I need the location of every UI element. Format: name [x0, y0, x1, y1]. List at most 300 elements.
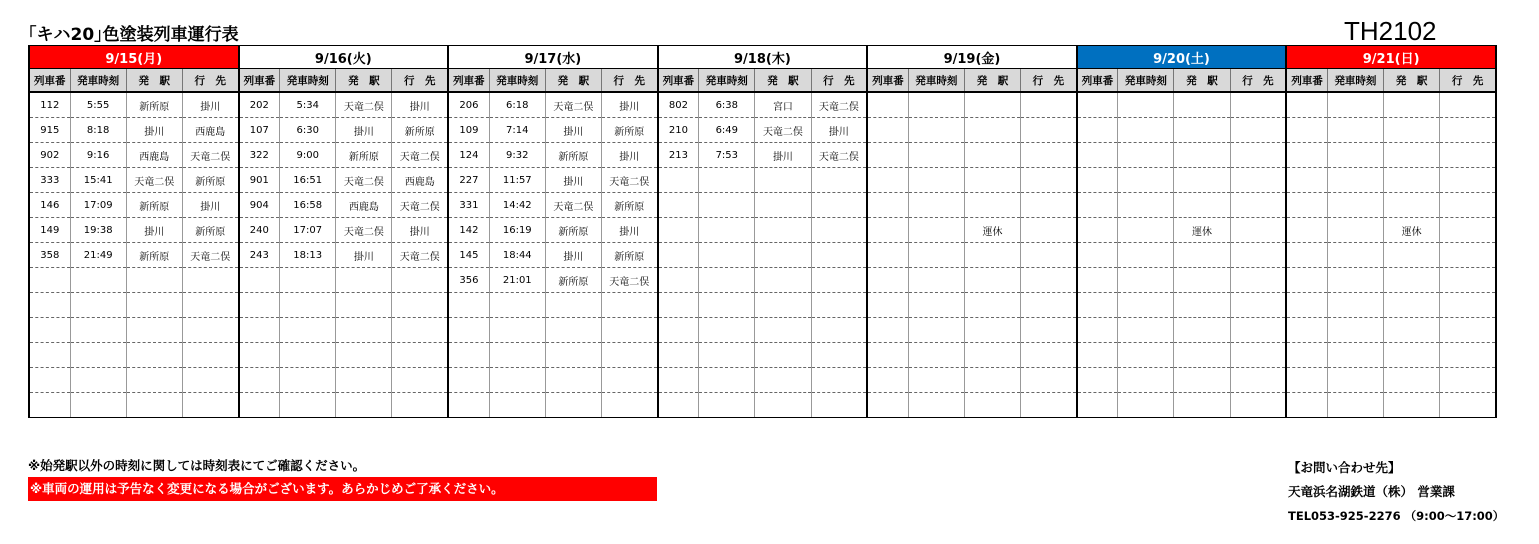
column-header: 行 先: [1021, 69, 1077, 93]
column-header: 発車時刻: [1327, 69, 1383, 93]
column-header: 発 駅: [964, 69, 1020, 93]
table-cell: [70, 343, 126, 368]
table-cell: 西鹿島: [182, 118, 238, 143]
table-cell: [1440, 218, 1496, 243]
table-cell: [658, 218, 699, 243]
table-cell: [908, 168, 964, 193]
table-cell: [1118, 168, 1174, 193]
table-cell: 新所原: [601, 118, 657, 143]
table-cell: [1384, 318, 1440, 343]
table-cell: [1440, 118, 1496, 143]
table-cell: [1077, 243, 1118, 268]
table-cell: [70, 393, 126, 418]
table-cell: 902: [29, 143, 70, 168]
table-row: [29, 92, 1496, 118]
column-header: 列車番: [1286, 69, 1327, 93]
table-cell: [239, 368, 280, 393]
table-cell: [1077, 293, 1118, 318]
table-cell: [755, 318, 811, 343]
table-cell: [1327, 393, 1383, 418]
table-cell: [1118, 318, 1174, 343]
table-cell: [699, 268, 755, 293]
table-cell: [1286, 243, 1327, 268]
table-cell: 240: [239, 218, 280, 243]
contact-block: [1288, 456, 1504, 528]
table-cell: [1286, 318, 1327, 343]
column-header: 発 駅: [336, 69, 392, 93]
table-cell: [489, 318, 545, 343]
table-cell: 210: [658, 118, 699, 143]
table-cell: [1077, 268, 1118, 293]
column-header: 行 先: [392, 69, 448, 93]
contact-phone: TEL053-925-2276 （9:00～17:00）: [1288, 509, 1505, 523]
table-cell: 新所原: [182, 168, 238, 193]
table-cell: [1384, 393, 1440, 418]
table-cell: 112: [29, 92, 70, 118]
table-cell: [755, 168, 811, 193]
table-cell: [126, 293, 182, 318]
table-cell: [1327, 218, 1383, 243]
table-cell: [1118, 368, 1174, 393]
day-header: 9/21(日): [1286, 46, 1496, 69]
table-cell: [489, 368, 545, 393]
table-cell: [1174, 343, 1230, 368]
table-cell: 915: [29, 118, 70, 143]
table-cell: [699, 368, 755, 393]
table-cell: [1286, 92, 1327, 118]
table-cell: [867, 168, 908, 193]
table-cell: 掛川: [601, 92, 657, 118]
table-cell: 天竜二俣: [182, 243, 238, 268]
table-cell: [1021, 168, 1077, 193]
table-cell: [1118, 293, 1174, 318]
table-cell: [29, 268, 70, 293]
table-cell: [658, 268, 699, 293]
table-cell: [1384, 268, 1440, 293]
table-cell: 新所原: [601, 193, 657, 218]
table-cell: [1118, 393, 1174, 418]
table-cell: [1118, 343, 1174, 368]
table-cell: 掛川: [545, 168, 601, 193]
table-cell: [699, 293, 755, 318]
table-cell: [601, 343, 657, 368]
table-cell: [1327, 92, 1383, 118]
table-cell: [1440, 168, 1496, 193]
table-cell: [1327, 168, 1383, 193]
table-cell: [867, 318, 908, 343]
table-cell: [658, 243, 699, 268]
table-cell: [70, 268, 126, 293]
table-cell: [1077, 143, 1118, 168]
table-cell: 19:38: [70, 218, 126, 243]
table-cell: [182, 393, 238, 418]
table-cell: [1174, 393, 1230, 418]
table-cell: [1174, 368, 1230, 393]
table-cell: [489, 343, 545, 368]
table-cell: 天竜二俣: [336, 92, 392, 118]
table-cell: [1384, 118, 1440, 143]
table-cell: [545, 393, 601, 418]
table-cell: [448, 293, 489, 318]
table-cell: 18:13: [280, 243, 336, 268]
table-row: [29, 193, 1496, 218]
table-cell: [1230, 243, 1286, 268]
table-cell: [1230, 218, 1286, 243]
table-cell: [964, 393, 1020, 418]
table-cell: [811, 293, 867, 318]
table-cell: [1327, 343, 1383, 368]
table-cell: [1384, 368, 1440, 393]
table-cell: 146: [29, 193, 70, 218]
table-cell: 運休: [1174, 218, 1230, 243]
column-header: 行 先: [811, 69, 867, 93]
table-cell: [239, 393, 280, 418]
table-cell: [811, 168, 867, 193]
table-row: [29, 268, 1496, 293]
table-cell: [867, 368, 908, 393]
table-cell: [182, 293, 238, 318]
table-cell: [1174, 268, 1230, 293]
table-cell: [1230, 118, 1286, 143]
table-cell: [964, 268, 1020, 293]
table-cell: [755, 293, 811, 318]
table-cell: 新所原: [392, 118, 448, 143]
table-cell: [1077, 118, 1118, 143]
table-cell: [699, 218, 755, 243]
table-cell: 西鹿島: [392, 168, 448, 193]
table-cell: 新所原: [126, 92, 182, 118]
table-cell: 5:55: [70, 92, 126, 118]
table-cell: [1440, 393, 1496, 418]
table-cell: [1174, 168, 1230, 193]
table-cell: [1174, 293, 1230, 318]
day-header: 9/18(木): [658, 46, 868, 69]
table-cell: [545, 293, 601, 318]
contact-heading: 【お問い合わせ先】: [1288, 460, 1401, 475]
table-cell: [1021, 218, 1077, 243]
table-cell: [545, 343, 601, 368]
table-cell: 掛川: [126, 218, 182, 243]
table-cell: [182, 318, 238, 343]
column-header: 発車時刻: [908, 69, 964, 93]
table-cell: [908, 118, 964, 143]
table-cell: [964, 343, 1020, 368]
table-cell: [1327, 318, 1383, 343]
table-cell: [1230, 92, 1286, 118]
table-cell: [29, 368, 70, 393]
table-cell: 124: [448, 143, 489, 168]
table-cell: [1077, 318, 1118, 343]
table-cell: [336, 393, 392, 418]
table-cell: 運休: [1384, 218, 1440, 243]
table-cell: [1440, 193, 1496, 218]
table-cell: [336, 318, 392, 343]
column-header: 発 駅: [1384, 69, 1440, 93]
table-cell: [699, 343, 755, 368]
table-cell: [601, 368, 657, 393]
table-cell: [1021, 193, 1077, 218]
table-cell: [1174, 243, 1230, 268]
table-cell: [1384, 168, 1440, 193]
table-cell: 新所原: [601, 243, 657, 268]
table-cell: [699, 393, 755, 418]
table-cell: [1286, 218, 1327, 243]
table-cell: [867, 143, 908, 168]
table-cell: [1021, 92, 1077, 118]
day-header-row: [29, 46, 1496, 69]
table-cell: [699, 168, 755, 193]
table-cell: 掛川: [601, 218, 657, 243]
table-cell: [1440, 318, 1496, 343]
table-cell: 天竜二俣: [601, 268, 657, 293]
table-cell: [545, 318, 601, 343]
table-cell: [908, 243, 964, 268]
table-cell: [699, 318, 755, 343]
table-cell: [811, 193, 867, 218]
table-cell: [601, 393, 657, 418]
table-cell: 9:32: [489, 143, 545, 168]
table-cell: 天竜二俣: [755, 118, 811, 143]
column-header: 発車時刻: [1118, 69, 1174, 93]
table-cell: 天竜二俣: [601, 168, 657, 193]
note-timetable: ※始発駅以外の時刻に関しては時刻表にてご確認ください。: [28, 458, 366, 473]
table-cell: [755, 193, 811, 218]
table-cell: [658, 168, 699, 193]
table-cell: [1174, 118, 1230, 143]
table-cell: 掛川: [182, 193, 238, 218]
table-cell: [1077, 193, 1118, 218]
table-cell: 天竜二俣: [126, 168, 182, 193]
table-cell: 16:51: [280, 168, 336, 193]
table-cell: [1118, 143, 1174, 168]
table-cell: 天竜二俣: [545, 92, 601, 118]
table-cell: [1327, 293, 1383, 318]
table-cell: [908, 318, 964, 343]
table-cell: [908, 343, 964, 368]
table-cell: 新所原: [126, 243, 182, 268]
table-cell: 掛川: [755, 143, 811, 168]
table-cell: [908, 393, 964, 418]
table-cell: [1230, 268, 1286, 293]
table-cell: [1230, 318, 1286, 343]
table-cell: [1384, 343, 1440, 368]
day-header: 9/15(月): [29, 46, 239, 69]
table-cell: [1440, 368, 1496, 393]
table-cell: [70, 293, 126, 318]
table-cell: 天竜二俣: [392, 243, 448, 268]
table-cell: [29, 393, 70, 418]
table-cell: [29, 318, 70, 343]
table-cell: 7:53: [699, 143, 755, 168]
table-cell: 天竜二俣: [811, 143, 867, 168]
table-cell: 356: [448, 268, 489, 293]
table-cell: [448, 393, 489, 418]
table-cell: [1021, 268, 1077, 293]
table-cell: 天竜二俣: [392, 193, 448, 218]
table-cell: [964, 168, 1020, 193]
table-cell: 新所原: [336, 143, 392, 168]
table-cell: 新所原: [545, 218, 601, 243]
table-cell: 16:58: [280, 193, 336, 218]
table-cell: [964, 243, 1020, 268]
table-cell: 掛川: [392, 92, 448, 118]
table-cell: [908, 92, 964, 118]
table-cell: [1118, 118, 1174, 143]
table-cell: [1384, 92, 1440, 118]
table-cell: [392, 293, 448, 318]
table-cell: 掛川: [392, 218, 448, 243]
column-header: 列車番: [29, 69, 70, 93]
table-cell: [1327, 193, 1383, 218]
table-cell: [1327, 243, 1383, 268]
table-cell: [811, 393, 867, 418]
table-cell: [1118, 193, 1174, 218]
table-cell: [1021, 143, 1077, 168]
column-header: 列車番: [448, 69, 489, 93]
day-header: 9/16(火): [239, 46, 449, 69]
table-cell: [1077, 393, 1118, 418]
table-cell: [908, 293, 964, 318]
table-cell: 掛川: [336, 243, 392, 268]
day-header: 9/19(金): [867, 46, 1077, 69]
day-header: 9/20(土): [1077, 46, 1287, 69]
table-cell: [1384, 143, 1440, 168]
table-cell: [239, 293, 280, 318]
table-cell: [1286, 168, 1327, 193]
table-cell: [126, 268, 182, 293]
table-cell: 11:57: [489, 168, 545, 193]
table-cell: 8:18: [70, 118, 126, 143]
table-cell: [70, 368, 126, 393]
table-cell: [964, 318, 1020, 343]
table-cell: [1440, 343, 1496, 368]
table-cell: [867, 218, 908, 243]
table-cell: [1286, 343, 1327, 368]
table-row: [29, 393, 1496, 418]
table-cell: [867, 193, 908, 218]
table-cell: [1118, 218, 1174, 243]
column-header: 発 駅: [126, 69, 182, 93]
column-header: 行 先: [182, 69, 238, 93]
table-cell: [1440, 268, 1496, 293]
table-cell: [336, 293, 392, 318]
table-cell: [908, 143, 964, 168]
table-cell: 西鹿島: [336, 193, 392, 218]
table-cell: 新所原: [545, 143, 601, 168]
table-cell: [811, 268, 867, 293]
table-cell: [29, 343, 70, 368]
table-row: [29, 318, 1496, 343]
table-cell: 7:14: [489, 118, 545, 143]
table-cell: 6:49: [699, 118, 755, 143]
table-cell: 掛川: [545, 243, 601, 268]
table-cell: 17:07: [280, 218, 336, 243]
table-cell: [336, 343, 392, 368]
table-cell: [811, 243, 867, 268]
table-cell: [867, 268, 908, 293]
table-cell: [182, 343, 238, 368]
table-cell: [126, 368, 182, 393]
table-cell: [1174, 318, 1230, 343]
table-cell: [658, 293, 699, 318]
table-cell: [448, 343, 489, 368]
table-cell: [755, 393, 811, 418]
table-cell: [1440, 243, 1496, 268]
table-cell: [1077, 218, 1118, 243]
table-cell: [964, 143, 1020, 168]
table-cell: [70, 318, 126, 343]
table-cell: [1327, 143, 1383, 168]
table-cell: [601, 318, 657, 343]
table-cell: [545, 368, 601, 393]
table-cell: [811, 368, 867, 393]
table-cell: [280, 318, 336, 343]
table-cell: [392, 393, 448, 418]
table-cell: [1230, 293, 1286, 318]
table-cell: [1174, 193, 1230, 218]
table-cell: [1021, 343, 1077, 368]
table-cell: [1286, 143, 1327, 168]
table-cell: [239, 268, 280, 293]
table-cell: [908, 193, 964, 218]
table-cell: [448, 318, 489, 343]
table-cell: [1118, 243, 1174, 268]
table-cell: 新所原: [126, 193, 182, 218]
table-cell: [755, 268, 811, 293]
table-cell: [1021, 243, 1077, 268]
table-row: [29, 143, 1496, 168]
table-cell: [392, 343, 448, 368]
table-cell: [126, 393, 182, 418]
table-cell: [699, 243, 755, 268]
table-row: [29, 243, 1496, 268]
table-cell: 17:09: [70, 193, 126, 218]
table-cell: 運休: [964, 218, 1020, 243]
table-cell: [280, 268, 336, 293]
column-header: 発車時刻: [489, 69, 545, 93]
table-cell: [1286, 193, 1327, 218]
table-cell: [658, 368, 699, 393]
column-header: 行 先: [1440, 69, 1496, 93]
table-cell: [1021, 118, 1077, 143]
table-cell: 904: [239, 193, 280, 218]
table-cell: [280, 368, 336, 393]
table-cell: [811, 218, 867, 243]
table-cell: [755, 243, 811, 268]
table-cell: 142: [448, 218, 489, 243]
table-cell: [239, 318, 280, 343]
table-cell: [1077, 92, 1118, 118]
table-cell: [1286, 393, 1327, 418]
table-cell: 掛川: [336, 118, 392, 143]
document-code: TH2102: [1344, 16, 1437, 46]
table-cell: [392, 268, 448, 293]
table-cell: [392, 318, 448, 343]
table-cell: [448, 368, 489, 393]
table-cell: [126, 343, 182, 368]
table-cell: [392, 368, 448, 393]
table-row: [29, 118, 1496, 143]
table-cell: [1077, 343, 1118, 368]
table-cell: [280, 293, 336, 318]
timetable: [28, 45, 1497, 418]
table-cell: [964, 92, 1020, 118]
table-cell: 天竜二俣: [811, 92, 867, 118]
table-cell: [964, 368, 1020, 393]
table-cell: [601, 293, 657, 318]
table-cell: [867, 393, 908, 418]
table-cell: [1286, 368, 1327, 393]
